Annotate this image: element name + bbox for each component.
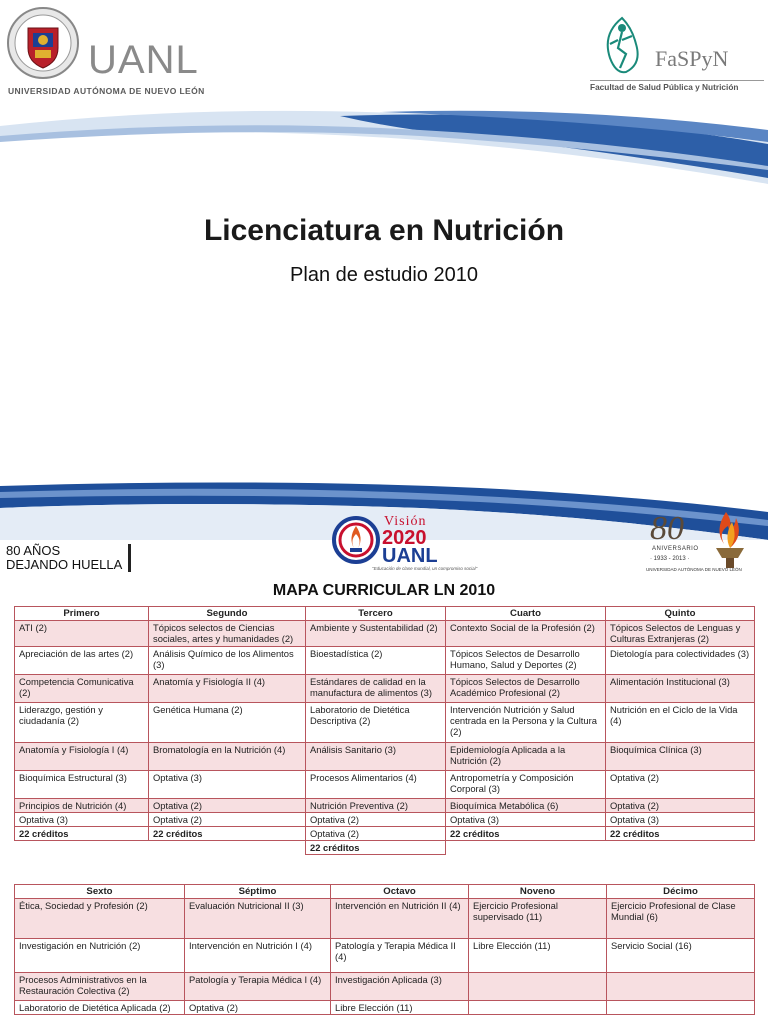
course-cell: Libre Elección (11) [469,939,607,973]
table-row [15,939,755,973]
course-cell: Optativa (2) [606,799,755,813]
course-cell: Procesos Administrativos en la Restauración Colectiva (2) [15,973,185,1001]
faspyn-wordmark: FaSPyN [655,46,729,71]
course-cell: Bioquímica Metabólica (6) [446,799,606,813]
course-cell: ATI (2) [15,621,149,647]
course-cell: Evaluación Nutricional II (3) [185,899,331,939]
course-cell: Optativa (2) [306,813,446,827]
course-cell: Liderazgo, gestión y ciudadanía (2) [15,703,149,743]
course-cell: Bioquímica Estructural (3) [15,771,149,799]
aniversario-university: UNIVERSIDAD AUTÓNOMA DE NUEVO LEÓN [646,567,742,572]
table-row [15,813,755,827]
course-cell: Tópicos selectos de Ciencias sociales, artes y humanidades (2) [149,621,306,647]
mapa-curricular-title: MAPA CURRICULAR LN 2010 [272,582,496,599]
course-cell: Principios de Nutrición (4) [15,799,149,813]
semester-header: Cuarto [446,607,606,621]
course-cell: Nutrición en el Ciclo de la Vida (4) [606,703,755,743]
credits-row [15,827,755,841]
top-wave-decoration [0,100,768,184]
course-cell: Tópicos Selectos de Desarrollo Humano, Salud y Deportes (2) [446,647,606,675]
table-row [15,647,755,675]
table-row [15,1001,755,1015]
semester-header: Quinto [606,607,755,621]
credits-cell: 22 créditos [606,827,755,841]
course-cell [469,1001,607,1015]
vision-uanl: UANL [382,545,438,567]
semester-header: Segundo [149,607,306,621]
course-cell: Apreciación de las artes (2) [15,647,149,675]
empty-cell [15,841,149,855]
course-cell: Patología y Terapia Médica II (4) [331,939,469,973]
course-cell: Dietología para colectividades (3) [606,647,755,675]
curriculum-table-1 [14,606,755,855]
course-cell: Optativa (3) [446,813,606,827]
anios-line2: DEJANDO HUELLA [6,557,123,572]
curriculum-table-2 [14,884,755,1015]
course-cell: Competencia Comunicativa (2) [15,675,149,703]
course-cell: Optativa (3) [606,813,755,827]
course-cell: Laboratorio de Dietética Descriptiva (2) [306,703,446,743]
credits-cell: 22 créditos [446,827,606,841]
course-cell: Ejercicio Profesional de Clase Mundial (6) [607,899,755,939]
course-cell: Bioquímica Clínica (3) [606,743,755,771]
uanl-seal-icon [6,6,80,80]
course-cell: Optativa (2) [606,771,755,799]
page-subtitle: Plan de estudio 2010 [290,264,478,286]
course-cell: Estándares de calidad en la manufactura de alimentos (3) [306,675,446,703]
course-cell: Análisis Químico de los Alimentos (3) [149,647,306,675]
course-cell: Antropometría y Composición Corporal (3) [446,771,606,799]
table-row [15,899,755,939]
faspyn-logo-icon [596,14,648,78]
semester-header: Sexto [15,885,185,899]
credits-cell: 22 créditos [15,827,149,841]
course-cell: Contexto Social de la Profesión (2) [446,621,606,647]
course-cell: Optativa (2) [149,813,306,827]
semester-header: Octavo [331,885,469,899]
credits-cell: 22 créditos [306,841,446,855]
course-cell: Genética Humana (2) [149,703,306,743]
table-row [15,771,755,799]
course-cell: Intervención Nutrición y Salud centrada en la Persona y la Cultura (2) [446,703,606,743]
uanl-fullname: UNIVERSIDAD AUTÓNOMA DE NUEVO LEÓN [8,86,205,96]
course-cell [469,973,607,1001]
table-row [15,799,755,813]
semester-header: Tercero [306,607,446,621]
faspyn-fullname: Facultad de Salud Pública y Nutrición [590,82,739,92]
credits-cell: 22 créditos [149,827,306,841]
empty-cell [606,841,755,855]
table-row [15,743,755,771]
course-cell: Servicio Social (16) [607,939,755,973]
course-cell: Optativa (2) [306,827,446,841]
course-cell: Patología y Terapia Médica I (4) [185,973,331,1001]
course-cell: Optativa (2) [149,799,306,813]
course-cell: Optativa (3) [149,771,306,799]
course-cell: Intervención en Nutrición I (4) [185,939,331,973]
course-cell: Análisis Sanitario (3) [306,743,446,771]
page-title: Licenciatura en Nutrición [203,214,565,247]
extra-credits-row [15,841,755,855]
course-cell: Nutrición Preventiva (2) [306,799,446,813]
course-cell: Investigación en Nutrición (2) [15,939,185,973]
semester-header: Primero [15,607,149,621]
semester-header: Décimo [607,885,755,899]
course-cell: Intervención en Nutrición II (4) [331,899,469,939]
course-cell: Anatomía y Fisiología II (4) [149,675,306,703]
aniversario-years: · 1933 - 2013 · [650,556,690,562]
course-cell [607,1001,755,1015]
vision-year: 2020 [382,527,427,549]
anios-badge [6,544,131,572]
table-row [15,675,755,703]
uanl-wordmark: UANL [88,38,199,82]
course-cell [607,973,755,1001]
course-cell: Anatomía y Fisiología I (4) [15,743,149,771]
vision-tagline: "Educación de clase mundial, un compromiso social" [372,566,478,571]
course-cell: Bromatología en la Nutrición (4) [149,743,306,771]
course-cell: Bioestadística (2) [306,647,446,675]
semester-header: Séptimo [185,885,331,899]
course-cell: Ejercicio Profesional supervisado (11) [469,899,607,939]
course-cell: Ambiente y Sustentabilidad (2) [306,621,446,647]
aniversario-label: ANIVERSARIO [652,546,699,552]
faspyn-divider [590,80,764,81]
course-cell: Epidemiología Aplicada a la Nutrición (2) [446,743,606,771]
course-cell: Laboratorio de Dietética Aplicada (2) [15,1001,185,1015]
table-row [15,621,755,647]
course-cell: Optativa (3) [15,813,149,827]
aniversario-number: 80 [650,510,684,547]
anios-line1: 80 AÑOS [6,543,61,558]
course-cell: Tópicos Selectos de Lenguas y Culturas Extranjeras (2) [606,621,755,647]
empty-cell [446,841,606,855]
course-cell: Libre Elección (11) [331,1001,469,1015]
table-row [15,703,755,743]
course-cell: Tópicos Selectos de Desarrollo Académico Profesional (2) [446,675,606,703]
course-cell: Investigación Aplicada (3) [331,973,469,1001]
course-cell: Alimentación Institucional (3) [606,675,755,703]
empty-cell [149,841,306,855]
semester-header: Noveno [469,885,607,899]
vision-label: Visión [384,514,427,529]
course-cell: Optativa (2) [185,1001,331,1015]
table-row [15,973,755,1001]
course-cell: Ética, Sociedad y Profesión (2) [15,899,185,939]
course-cell: Procesos Alimentarios (4) [306,771,446,799]
